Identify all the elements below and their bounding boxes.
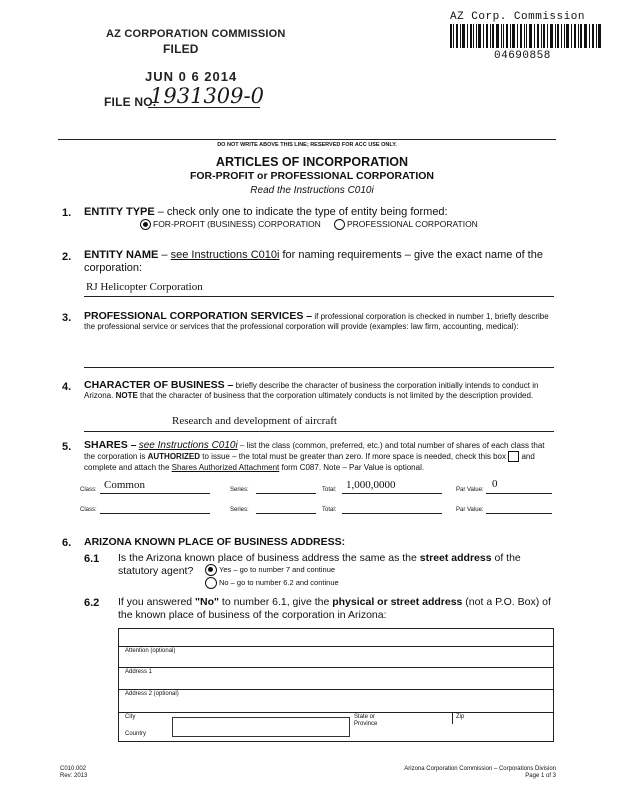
address-row-line-4 [118, 712, 554, 713]
par-line-2 [486, 513, 552, 514]
q62-text-a: If you answered [118, 596, 196, 608]
state-label: State or Province [354, 714, 378, 727]
entity-name-value[interactable]: RJ Helicopter Corporation [86, 281, 203, 293]
address1-label: Address 1 [125, 669, 153, 675]
footer-agency: Arizona Corporation Commission – Corporations Division [404, 766, 556, 772]
character-of-business-label: CHARACTER OF BUSINESS – [84, 379, 234, 391]
class-label: Class: [80, 487, 97, 493]
file-no-underline [148, 107, 260, 108]
filed-stamp-line2: FILED [163, 42, 199, 56]
no-label: No – go to number 6.2 and continue [219, 577, 339, 587]
yes-label: Yes – go to number 7 and continue [219, 564, 336, 574]
entity-name-text: for naming requirements – give the exact name of the corporation: [84, 249, 543, 274]
character-of-business-line [84, 431, 554, 432]
section-1-number: 1. [62, 207, 72, 219]
total-line-2 [342, 513, 442, 514]
filed-date: JUN 0 6 2014 [145, 69, 238, 84]
section-4-number: 4. [62, 381, 72, 393]
professional-services-label: PROFESSIONAL CORPORATION SERVICES – [84, 310, 313, 322]
section-5-heading [84, 440, 554, 473]
shares-attachment-link[interactable]: Shares Authorized Attachment [171, 463, 280, 473]
par-label: Par Value: [456, 487, 484, 493]
class-line-2 [100, 513, 210, 514]
city-country-field[interactable] [172, 717, 350, 737]
q61-yes-option[interactable] [205, 564, 335, 576]
filed-stamp-line1: AZ CORPORATION COMMISSION [106, 28, 286, 40]
q61-bold: street address [419, 552, 492, 564]
entity-name-line [84, 296, 554, 297]
section-4-heading [84, 380, 554, 401]
total-value[interactable]: 1,000,0000 [346, 479, 396, 491]
character-text-b: that the character of business that the corporation ultimately conducts is not limited by the description provided. [137, 391, 534, 400]
option-label: PROFESSIONAL CORPORATION [347, 219, 478, 229]
page-number: Page 1 of 3 [525, 773, 556, 779]
total-line [342, 493, 442, 494]
instructions-note: Read the Instructions C010i [250, 185, 374, 196]
par-line [486, 493, 552, 494]
document-title: ARTICLES OF INCORPORATION [215, 155, 409, 169]
class-line [100, 493, 210, 494]
entity-type-label: ENTITY TYPE [84, 206, 155, 218]
section-1-heading [84, 206, 448, 218]
entity-type-text: – check only one to indicate the type of entity being formed: [154, 206, 448, 218]
address-row-line-2 [118, 667, 554, 668]
q62-text [118, 596, 554, 622]
entity-type-option-forprofit[interactable] [140, 219, 321, 230]
character-text-a: briefly describe the character of business the corporation initially intends to conduct in Arizona. [84, 381, 539, 400]
section-6-number: 6. [62, 537, 72, 549]
series-label: Series: [230, 487, 249, 493]
file-number-handwritten: 1931309-0 [150, 84, 264, 108]
instructions-link[interactable]: see Instructions C010i [170, 249, 280, 261]
shares-text-b: to issue – the total must be greater than zero. If more space is needed, check this box [200, 452, 509, 461]
address-row-line-1 [118, 646, 554, 647]
document-subtitle: FOR-PROFIT or PROFESSIONAL CORPORATION [189, 170, 435, 182]
known-place-heading: ARIZONA KNOWN PLACE OF BUSINESS ADDRESS: [84, 536, 346, 548]
section-2-number: 2. [62, 251, 72, 263]
q61-text-a: Is the Arizona known place of business address the same as the [118, 552, 420, 564]
q62-no: "No" [195, 596, 219, 608]
shares-label: SHARES – [84, 439, 137, 451]
address2-label: Address 2 (optional) [125, 691, 179, 697]
form-revision: Rev: 2013 [60, 773, 88, 779]
radio-unchecked-icon[interactable] [334, 219, 345, 230]
radio-checked-icon[interactable] [205, 564, 217, 576]
section-3-heading [84, 311, 554, 332]
more-space-checkbox[interactable] [508, 451, 519, 462]
par-value[interactable]: 0 [492, 478, 498, 490]
character-of-business-value[interactable]: Research and development of aircraft [172, 415, 337, 427]
file-no-label: FILE NO. [104, 95, 157, 109]
zip-label: Zip [456, 714, 465, 720]
q61-text-b: of the statutory agent? [118, 552, 521, 577]
series-line [256, 493, 316, 494]
q61-number: 6.1 [84, 553, 100, 565]
series-label-2: Series: [230, 507, 249, 513]
radio-checked-icon[interactable] [140, 219, 151, 230]
entity-name-label: ENTITY NAME [84, 249, 159, 261]
q61-text [118, 552, 554, 578]
note-label: NOTE [115, 391, 138, 400]
shares-instructions-link[interactable]: see Instructions C010i [138, 440, 238, 451]
shares-text-d: form C087. Note – Par Value is optional. [279, 463, 425, 473]
zip-divider [452, 712, 453, 724]
section-5-number: 5. [62, 441, 72, 453]
barcode-icon [450, 24, 602, 48]
country-label: Country [125, 731, 147, 737]
entity-type-option-professional[interactable] [334, 219, 478, 230]
professional-services-text: if professional corporation is checked in number 1, briefly describe the professional service or services that the professional corporation will provide (examples: law firm, accounting, medical): [84, 312, 549, 331]
option-label: FOR-PROFIT (BUSINESS) CORPORATION [153, 219, 321, 229]
reserved-line [58, 139, 556, 140]
q62-text-c: (not a P.O. Box) of the known place of business of the corporation in Arizona: [118, 596, 551, 621]
section-2-heading [84, 249, 554, 275]
class-value[interactable]: Common [104, 479, 145, 491]
q62-number: 6.2 [84, 597, 100, 609]
series-line-2 [256, 513, 316, 514]
q62-text-b: to number 6.1, give the [219, 596, 333, 608]
total-label-2: Total: [322, 507, 337, 513]
total-label: Total: [322, 487, 337, 493]
form-number: C010.002 [60, 766, 87, 772]
q62-bold: physical or street address [332, 596, 463, 608]
radio-unchecked-icon[interactable] [205, 577, 217, 589]
section-3-number: 3. [62, 312, 72, 324]
address-row-line-3 [118, 689, 554, 690]
barcode-number: 04690858 [494, 50, 551, 62]
reserved-notice: DO NOT WRITE ABOVE THIS LINE; RESERVED FOR ACC USE ONLY. [217, 142, 397, 148]
entity-name-dash: – [158, 249, 171, 261]
q61-no-option[interactable] [205, 577, 339, 589]
par-label-2: Par Value: [456, 507, 484, 513]
professional-services-line [84, 367, 554, 368]
city-label: City [125, 714, 136, 720]
shares-text-c: and complete and attach the [84, 452, 535, 473]
barcode-title: AZ Corp. Commission [450, 11, 585, 23]
class-label-2: Class: [80, 507, 97, 513]
attention-label: Attention (optional) [125, 648, 176, 654]
authorized-label: AUTHORIZED [147, 452, 201, 461]
shares-text-a: – list the class (common, preferred, etc.) and total number of shares of each class that the corporation is [84, 441, 545, 461]
